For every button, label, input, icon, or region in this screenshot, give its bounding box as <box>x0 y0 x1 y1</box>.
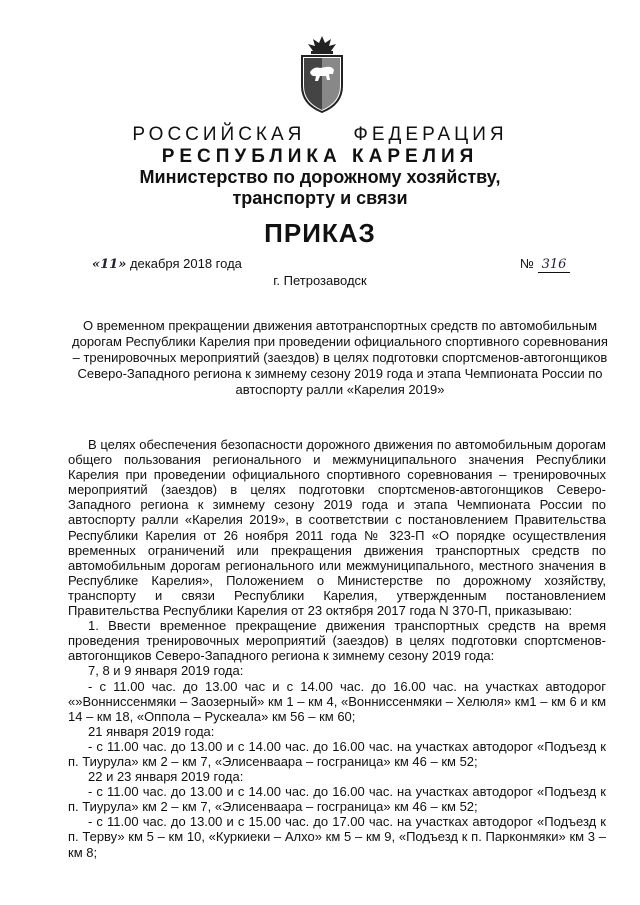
body-intro: В целях обеспечения безопасности дорожного движения по автомобильным дорогам общего пользования регионального и межмуниципального значения Республики Карелия при проведении официального спортивного соревнования – тренировочных мероприятий (заездов) в целях подготовки спортсменов-автогонщиков Северо-Западного региона к зимнему сезону 2019 года и этапа Чемпионата России по автоспорту ралли «Карелия 2019», в соответствии с постановлением Правительства Республики Карелия от 26 ноября 2011 года № 323-П «О порядке осуществления временных ограничений или прекращения движения транспортных средств по автомобильным дорогам регионального или межмуниципального, местного значения в Республике Карелия», Положением о Министерстве по дорожному хозяйству, транспорту и связи Республики Карелия, утвержденным постановлением Правительства Республики Карелия от 23 октября 2017 года N 370-П, приказываю: <box>68 437 606 619</box>
order-subject: О временном прекращении движения автотранспортных средств по автомобильным дорогам Республики Карелия при проведении официального спортивного соревнования – тренировочных мероприятий (заездов) в целях подготовки спортсменов-автогонщиков Северо-Западного региона к зимнему сезону 2019 года и этапа Чемпионата России по автоспорту ралли «Карелия 2019» <box>72 318 608 397</box>
order-day: «11» <box>92 257 127 272</box>
date-range-1: 7, 8 и 9 января 2019 года: <box>88 663 244 679</box>
order-number-label: № <box>520 256 538 271</box>
order-city: г. Петрозаводск <box>273 273 367 288</box>
republic-heading: РЕСПУБЛИКА КАРЕЛИЯ <box>161 146 479 167</box>
country-heading <box>0 124 640 146</box>
country-word-1: РОССИЙСКАЯ <box>132 124 306 145</box>
ministry-heading-line2: транспорту и связи <box>232 188 408 208</box>
date-range-3: 22 и 23 января 2019 года: <box>88 769 244 785</box>
document-type-title: ПРИКАЗ <box>264 218 376 248</box>
body-item-1: 1. Ввести временное прекращение движения транспортных средств на время проведения тренировочных мероприятий (заездов) в целях подготовки спортсменов-автогонщиков Северо-Западного региона к зимнему сезону 2019 года: <box>68 618 606 664</box>
order-date-rest: декабря 2018 года <box>126 256 242 271</box>
date-range-2: 21 января 2019 года: <box>88 723 215 739</box>
order-number <box>520 256 570 272</box>
country-word-2: ФЕДЕРАЦИЯ <box>353 124 508 145</box>
date-range-2-text: - с 11.00 час. до 13.00 и с 14.00 час. до 16.00 час. на участках автодорог «Подъезд к п. Тиурула» км 2 – км 7, «Элисенваара – госграница» км 46 – км 52; <box>68 738 606 769</box>
order-body <box>68 437 606 860</box>
ministry-heading-line1: Министерство по дорожному хозяйству, <box>139 167 501 187</box>
order-number-value: 316 <box>538 257 571 273</box>
date-range-3-text-1: - с 11.00 час. до 13.00 и с 14.00 час. до 16.00 час. на участках автодорог «Подъезд к п. Тиурула» км 2 – км 7, «Элисенваара – госграница» км 46 – км 52; <box>68 784 606 815</box>
order-date <box>92 256 242 272</box>
date-range-3-text-2: - с 11.00 час. до 13.00 и с 15.00 час. до 17.00 час. на участках автодорог «Подъезд к п. Терву» км 5 – км 10, «Куркиеки – Алхо» км 5 – км 9, «Подъезд к п. Парконмяки» км 3 – км 8; <box>68 814 606 860</box>
karelia-coat-of-arms-icon <box>296 34 348 114</box>
date-range-1-text: - с 11.00 час. до 13.00 час и с 14.00 час. до 16.00 час. на участках автодорог «»Вонниссенмяки – Заозерный» км 1 – км 4, «Вонниссенмяки – Хелюля» км1 – км 6 и км 14 – км 18, «Оппола – Рускеала» км 56 – км 60; <box>68 678 606 724</box>
